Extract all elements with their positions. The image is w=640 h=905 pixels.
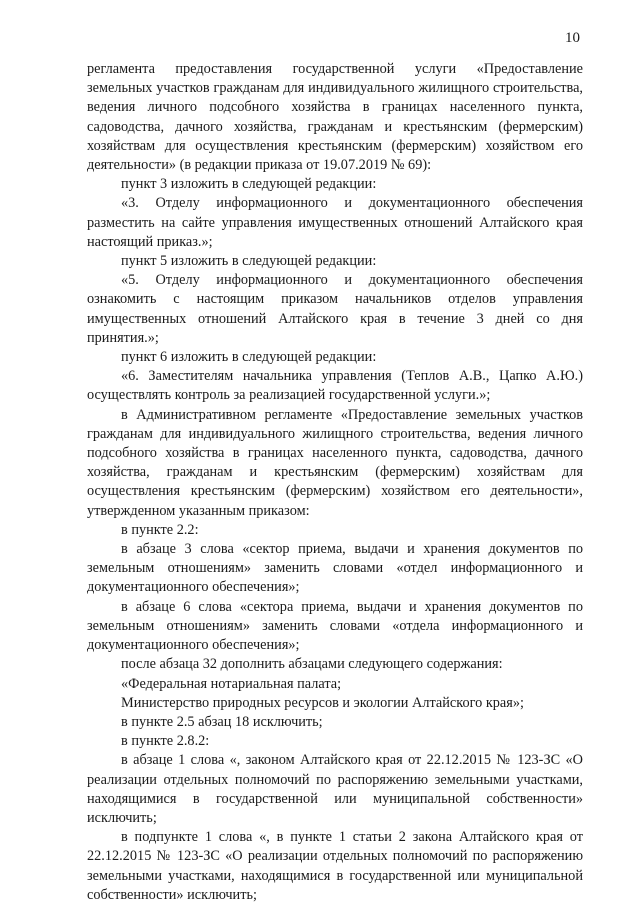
paragraph: в пункте 2.8.2:: [121, 733, 210, 750]
document-body: [87, 60, 583, 905]
paragraph: в Административном регламенте «Предоставление земельных участков гражданам для индивидуального жилищного строительства, ведения личного подсобного хозяйства в границах населенного пункта, садоводства, дачного хозяйства, гражданам и крестьянским (фермерским) хозяйствам для осуществления крестьянским (фермерским) хозяйством его деятельности», утвержденном указанным приказом:: [87, 406, 583, 519]
paragraph: регламента предоставления государственной услуги «Предоставление земельных участков гражданам для индивидуального жилищного строительства, ведения личного подсобного хозяйства в границах населенного пункта, садоводства, дачного хозяйства, гражданам и крестьянским (фермерским) хозяйствам для осуществления крестьянским (фермерским) хозяйством его деятельности» (в редакции приказа от 19.07.2019 № 69):: [87, 61, 583, 174]
paragraph: пункт 3 изложить в следующей редакции:: [121, 176, 377, 193]
paragraph: «6. Заместителям начальника управления (Теплов А.В., Цапко А.Ю.) осуществлять контроль за реализацией государственной услуги.»;: [87, 368, 583, 404]
paragraph: в абзаце 6 слова «сектора приема, выдачи и хранения документов по земельным отношениям» заменить словами «отдела информационного и документационного обеспечения»;: [87, 598, 583, 654]
paragraph: Министерство природных ресурсов и экологии Алтайского края»;: [121, 694, 524, 711]
paragraph: в пункте 2.5 абзац 18 исключить;: [121, 713, 323, 730]
paragraph: «Федеральная нотариальная палата;: [121, 675, 342, 692]
paragraph: «5. Отделу информационного и документационного обеспечения ознакомить с настоящим приказом начальников отделов управления имущественных отношений Алтайского края в течение 3 дней со дня принятия.»;: [87, 272, 583, 346]
paragraph: в подпункте 1 слова «, в пункте 1 статьи 2 закона Алтайского края от 22.12.2015 № 123-ЗС «О реализации отдельных полномочий по распоряжению земельными участками, находящимися в государственной или муниципальной собственности» исключить;: [87, 829, 583, 903]
page-number: 10: [565, 30, 580, 46]
paragraph: в пункте 2.2:: [121, 521, 199, 538]
paragraph: в абзаце 3 слова «сектор приема, выдачи и хранения документов по земельным отношениям» заменить словами «отдел информационного и документационного обеспечения»;: [87, 541, 583, 596]
paragraph: в абзаце 1 слова «, законом Алтайского края от 22.12.2015 № 123-ЗС «О реализации отдельных полномочий по распоряжению земельными участками, находящимися в государственной или муниципальной собственности» исключить;: [87, 752, 583, 826]
paragraph: после абзаца 32 дополнить абзацами следующего содержания:: [121, 656, 503, 673]
paragraph: «3. Отделу информационного и документационного обеспечения разместить на сайте управления имущественных отношений Алтайского края настоящий приказ.»;: [87, 195, 583, 250]
paragraph: пункт 6 изложить в следующей редакции:: [121, 349, 377, 366]
paragraph: пункт 5 изложить в следующей редакции:: [121, 253, 377, 270]
